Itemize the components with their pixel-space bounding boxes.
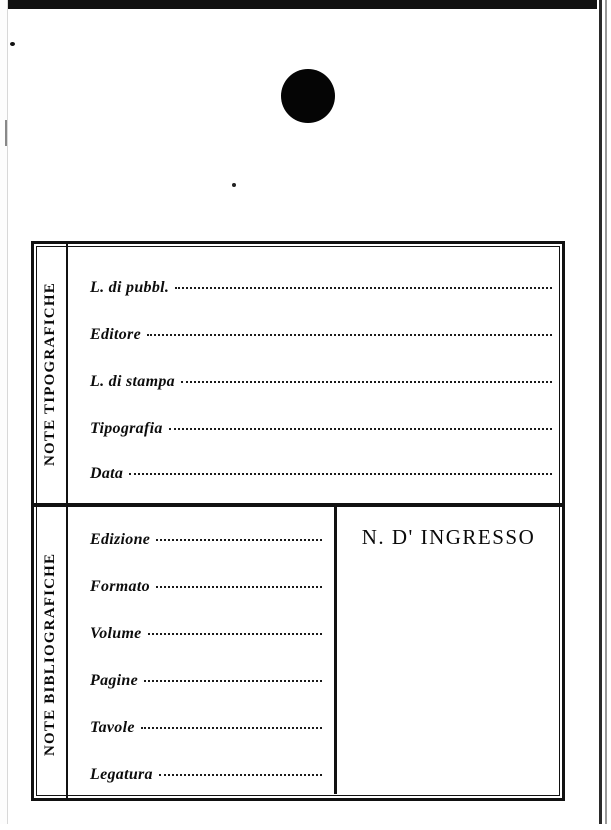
field-label-l-di-pubbl: L. di pubbl. — [90, 279, 170, 296]
field-row-editore[interactable] — [90, 326, 552, 348]
field-dots-pagine — [144, 679, 322, 682]
field-row-l-di-pubbl[interactable] — [90, 279, 552, 301]
field-label-edizione: Edizione — [90, 531, 151, 548]
scan-edge-right — [597, 0, 611, 830]
field-row-tavole[interactable] — [90, 719, 322, 741]
field-label-formato: Formato — [90, 578, 150, 595]
field-label-pagine: Pagine — [90, 672, 139, 689]
card-form-frame — [31, 241, 565, 801]
field-label-tipografia: Tipografia — [90, 420, 163, 437]
field-row-legatura[interactable] — [90, 766, 322, 788]
scan-speck-icon — [10, 42, 15, 46]
field-dots-edizione — [156, 538, 322, 541]
bibliographic-section-spine — [66, 507, 68, 798]
field-row-pagine[interactable] — [90, 672, 322, 694]
typographic-section-spine — [66, 244, 68, 503]
field-row-volume[interactable] — [90, 625, 322, 647]
typographic-section-label: NOTE TIPOGRAFICHE — [42, 282, 58, 466]
ingresso-heading: N. D' INGRESSO — [361, 525, 536, 549]
field-row-l-di-stampa[interactable] — [90, 373, 552, 395]
field-dots-l-di-stampa — [181, 380, 552, 383]
field-label-legatura: Legatura — [90, 766, 153, 783]
scan-edge-top — [0, 0, 611, 9]
field-label-editore: Editore — [90, 326, 141, 343]
field-label-tavole: Tavole — [90, 719, 135, 736]
field-row-edizione[interactable] — [90, 531, 322, 553]
bibliographic-section-label: NOTE BIBLIOGRAFICHE — [42, 552, 58, 756]
field-row-formato[interactable] — [90, 578, 322, 600]
field-dots-tipografia — [169, 427, 552, 430]
field-label-volume: Volume — [90, 625, 142, 642]
field-label-data: Data — [90, 465, 124, 482]
scan-speck-icon — [232, 183, 236, 187]
ingresso-panel[interactable] — [339, 507, 558, 794]
punch-hole-icon — [281, 69, 335, 123]
field-dots-tavole — [141, 726, 322, 729]
field-label-l-di-stampa: L. di stampa — [90, 373, 175, 390]
field-dots-volume — [148, 632, 322, 635]
scan-streak-icon — [5, 120, 7, 146]
field-dots-editore — [147, 333, 552, 336]
field-dots-l-di-pubbl — [175, 286, 552, 289]
ingresso-divider — [334, 507, 337, 794]
field-dots-formato — [156, 585, 322, 588]
field-dots-data — [129, 472, 552, 475]
field-row-tipografia[interactable] — [90, 420, 552, 442]
scan-edge-bottom — [0, 824, 611, 830]
field-dots-legatura — [159, 773, 322, 776]
field-row-data[interactable] — [90, 465, 552, 487]
